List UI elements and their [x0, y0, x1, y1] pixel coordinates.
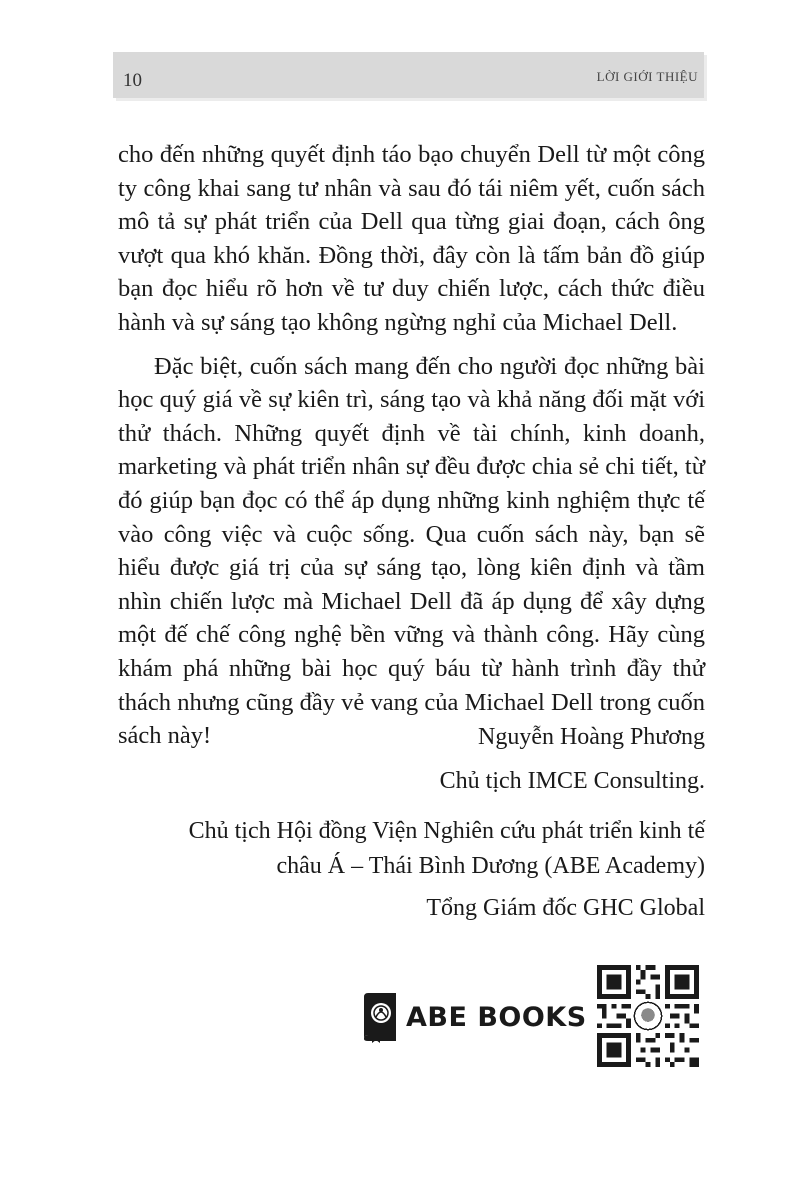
publisher-logo	[362, 991, 587, 1043]
body-text	[118, 138, 705, 753]
book-emblem-icon	[362, 991, 400, 1043]
page-number: 10	[123, 70, 142, 91]
publisher-logo-text: ABE BOOKS	[406, 1001, 587, 1033]
qr-code-icon	[597, 965, 699, 1067]
signature-name: Nguyễn Hoàng Phương	[477, 724, 705, 750]
signature-title-2: Chủ tịch Hội đồng Viện Nghiên cứu phát triển kinh tế châu Á – Thái Bình Dương (ABE Academy)	[188, 818, 705, 879]
running-head: LỜI GIỚI THIỆU	[596, 69, 698, 84]
paragraph-1: cho đến những quyết định táo bạo chuyển Dell từ một công ty công khai sang tư nhân và sau đó tái niêm yết, cuốn sách mô tả sự phát triển của Dell qua từng giai đoạn, cách ông vượt qua khó khăn. Đồng thời, đây còn là tấm bản đồ giúp bạn đọc hiểu rõ hơn về tư duy chiến lược, cách thức điều hành và sự sáng tạo không ngừng nghỉ của Michael Dell.	[118, 141, 705, 336]
signature-title-1: Chủ tịch IMCE Consulting.	[439, 768, 705, 794]
signature-title-3: Tổng Giám đốc GHC Global	[426, 895, 705, 921]
paragraph-2: Đặc biệt, cuốn sách mang đến cho người đọc những bài học quý giá về sự kiên trì, sáng tạo và khả năng đối mặt với thử thách. Những quyết định về tài chính, kinh doanh, marketing và phát triển nhân sự đều được chia sẻ chi tiết, từ đó giúp bạn đọc có thể áp dụng những kinh nghiệm thực tế vào công việc và cuộc sống. Qua cuốn sách này, bạn sẽ hiểu được giá trị của sự sáng tạo, lòng kiên định và tầm nhìn chiến lược mà Michael Dell đã áp dụng để xây dựng một đế chế công nghệ bền vững và thành công. Hãy cùng khám phá những bài học quý báu từ hành trình đầy thử thách nhưng cũng đầy vẻ vang của Michael Dell trong cuốn sách này!	[118, 352, 705, 750]
